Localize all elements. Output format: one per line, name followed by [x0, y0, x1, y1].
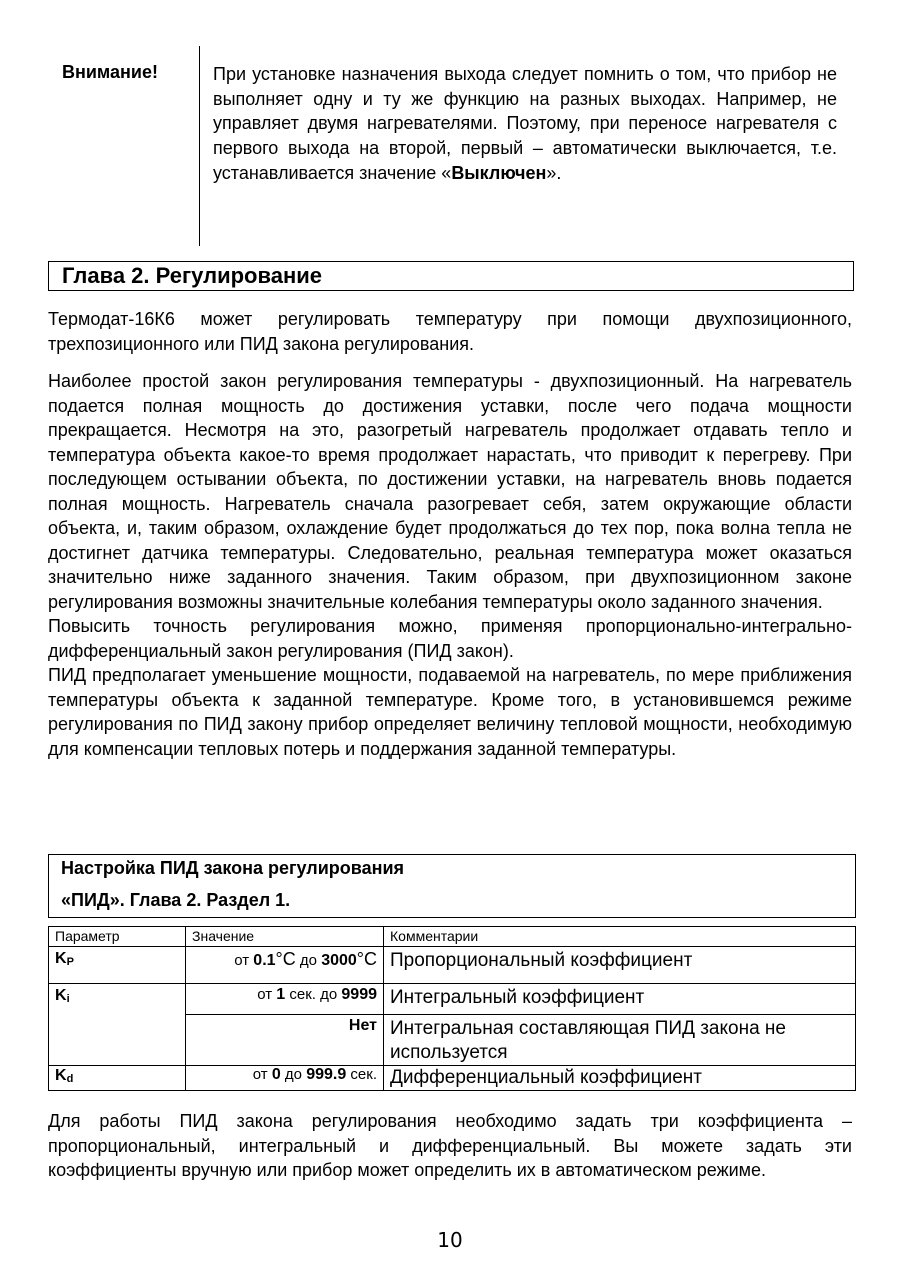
comment-ki: Интегральный коэффициент	[384, 984, 856, 1015]
attention-label: Внимание!	[62, 62, 158, 82]
header-value: Значение	[186, 927, 384, 947]
paragraph-pid-description: ПИД предполагает уменьшение мощности, подаваемой на нагреватель, по мере приближения температуры объекта к заданной температуре. Кроме того, в установившемся режиме регулирования по ПИД закону прибор определяет величину тепловой мощности, необходимую для компенсации тепловых потерь и поддержания заданной температуры.	[48, 665, 852, 759]
settings-title: Настройка ПИД закона регулирования	[61, 858, 405, 878]
header-comments: Комментарии	[384, 927, 856, 947]
attention-text-bold: Выключен	[451, 162, 547, 183]
chapter-heading: Глава 2. Регулирование	[48, 261, 854, 291]
table-row-kd	[49, 1066, 856, 1091]
intro-paragraph: Термодат-16К6 может регулировать температуру при помощи двухпозиционного, трехпозиционного или ПИД закона регулирования.	[48, 309, 852, 354]
table-header-row	[49, 927, 856, 947]
param-kp: $K_P$	[49, 947, 186, 984]
pid-settings-box	[48, 854, 856, 918]
attention-text-part1: При установке назначения выхода следует помнить о том, что прибор не выполняет одну и ту же функцию на разных выходах. Например, не управляет двумя нагревателями. Поэтому, при переносе нагревателя с первого выхода на второй, первый – автоматически выключается, т.е. устанавливается значение «	[213, 64, 837, 183]
attention-text	[213, 62, 837, 186]
attention-divider	[199, 46, 200, 246]
comment-kp: Пропорциональный коэффициент	[384, 947, 856, 984]
param-ki: $K_i$	[49, 984, 186, 1066]
value-ki: от 1 сек. до 9999	[186, 984, 384, 1015]
paragraph-pid-accuracy: Повысить точность регулирования можно, применяя пропорционально-интегрально-дифференциальный закон регулирования (ПИД закон).	[48, 616, 852, 661]
table-row-ki	[49, 984, 856, 1015]
page-number: 10	[437, 1228, 463, 1252]
comment-ki-none: Интегральная составляющая ПИД закона не используется	[384, 1015, 856, 1066]
attention-text-part2: ».	[546, 162, 562, 183]
settings-reference: «ПИД». Глава 2. Раздел 1.	[61, 890, 291, 910]
value-kd: от 0 до 999.9 сек.	[186, 1066, 384, 1091]
header-parameter: Параметр	[49, 927, 186, 947]
table-row-kp	[49, 947, 856, 984]
paragraph-two-position: Наиболее простой закон регулирования температуры - двухпозиционный. На нагреватель подается полная мощность до достижения уставки, после чего подача мощности прекращается. Несмотря на это, разогретый нагреватель продолжает отдавать тепло и температура объекта какое-то время продолжает нарастать, что приводит к перегреву. При последующем остывании объекта, по достижении уставки, на нагреватель вновь подается полная мощность. Нагреватель сначала разогревает себя, затем окружающие области объекта, и, таким образом, охлаждение будет продолжаться до тех пор, пока волна тепла не достигнет датчика температуры. Следовательно, реальная температура может оказаться значительно ниже заданного значения. Таким образом, при двухпозиционном законе регулирования возможны значительные колебания температуры около заданного значения.	[48, 371, 852, 612]
body-text	[48, 369, 852, 761]
value-kp: от 0.1°C до 3000°C	[186, 947, 384, 984]
comment-kd: Дифференциальный коэффициент	[384, 1066, 856, 1091]
pid-parameter-table	[48, 926, 856, 1091]
outro-paragraph: Для работы ПИД закона регулирования необходимо задать три коэффициента – пропорциональный, интегральный и дифференциальный. Вы можете задать эти коэффициенты вручную или прибор может определить их в автоматическом режиме.	[48, 1111, 852, 1180]
param-kd: $K_d$	[49, 1066, 186, 1091]
value-ki-none: Нет	[186, 1015, 384, 1066]
